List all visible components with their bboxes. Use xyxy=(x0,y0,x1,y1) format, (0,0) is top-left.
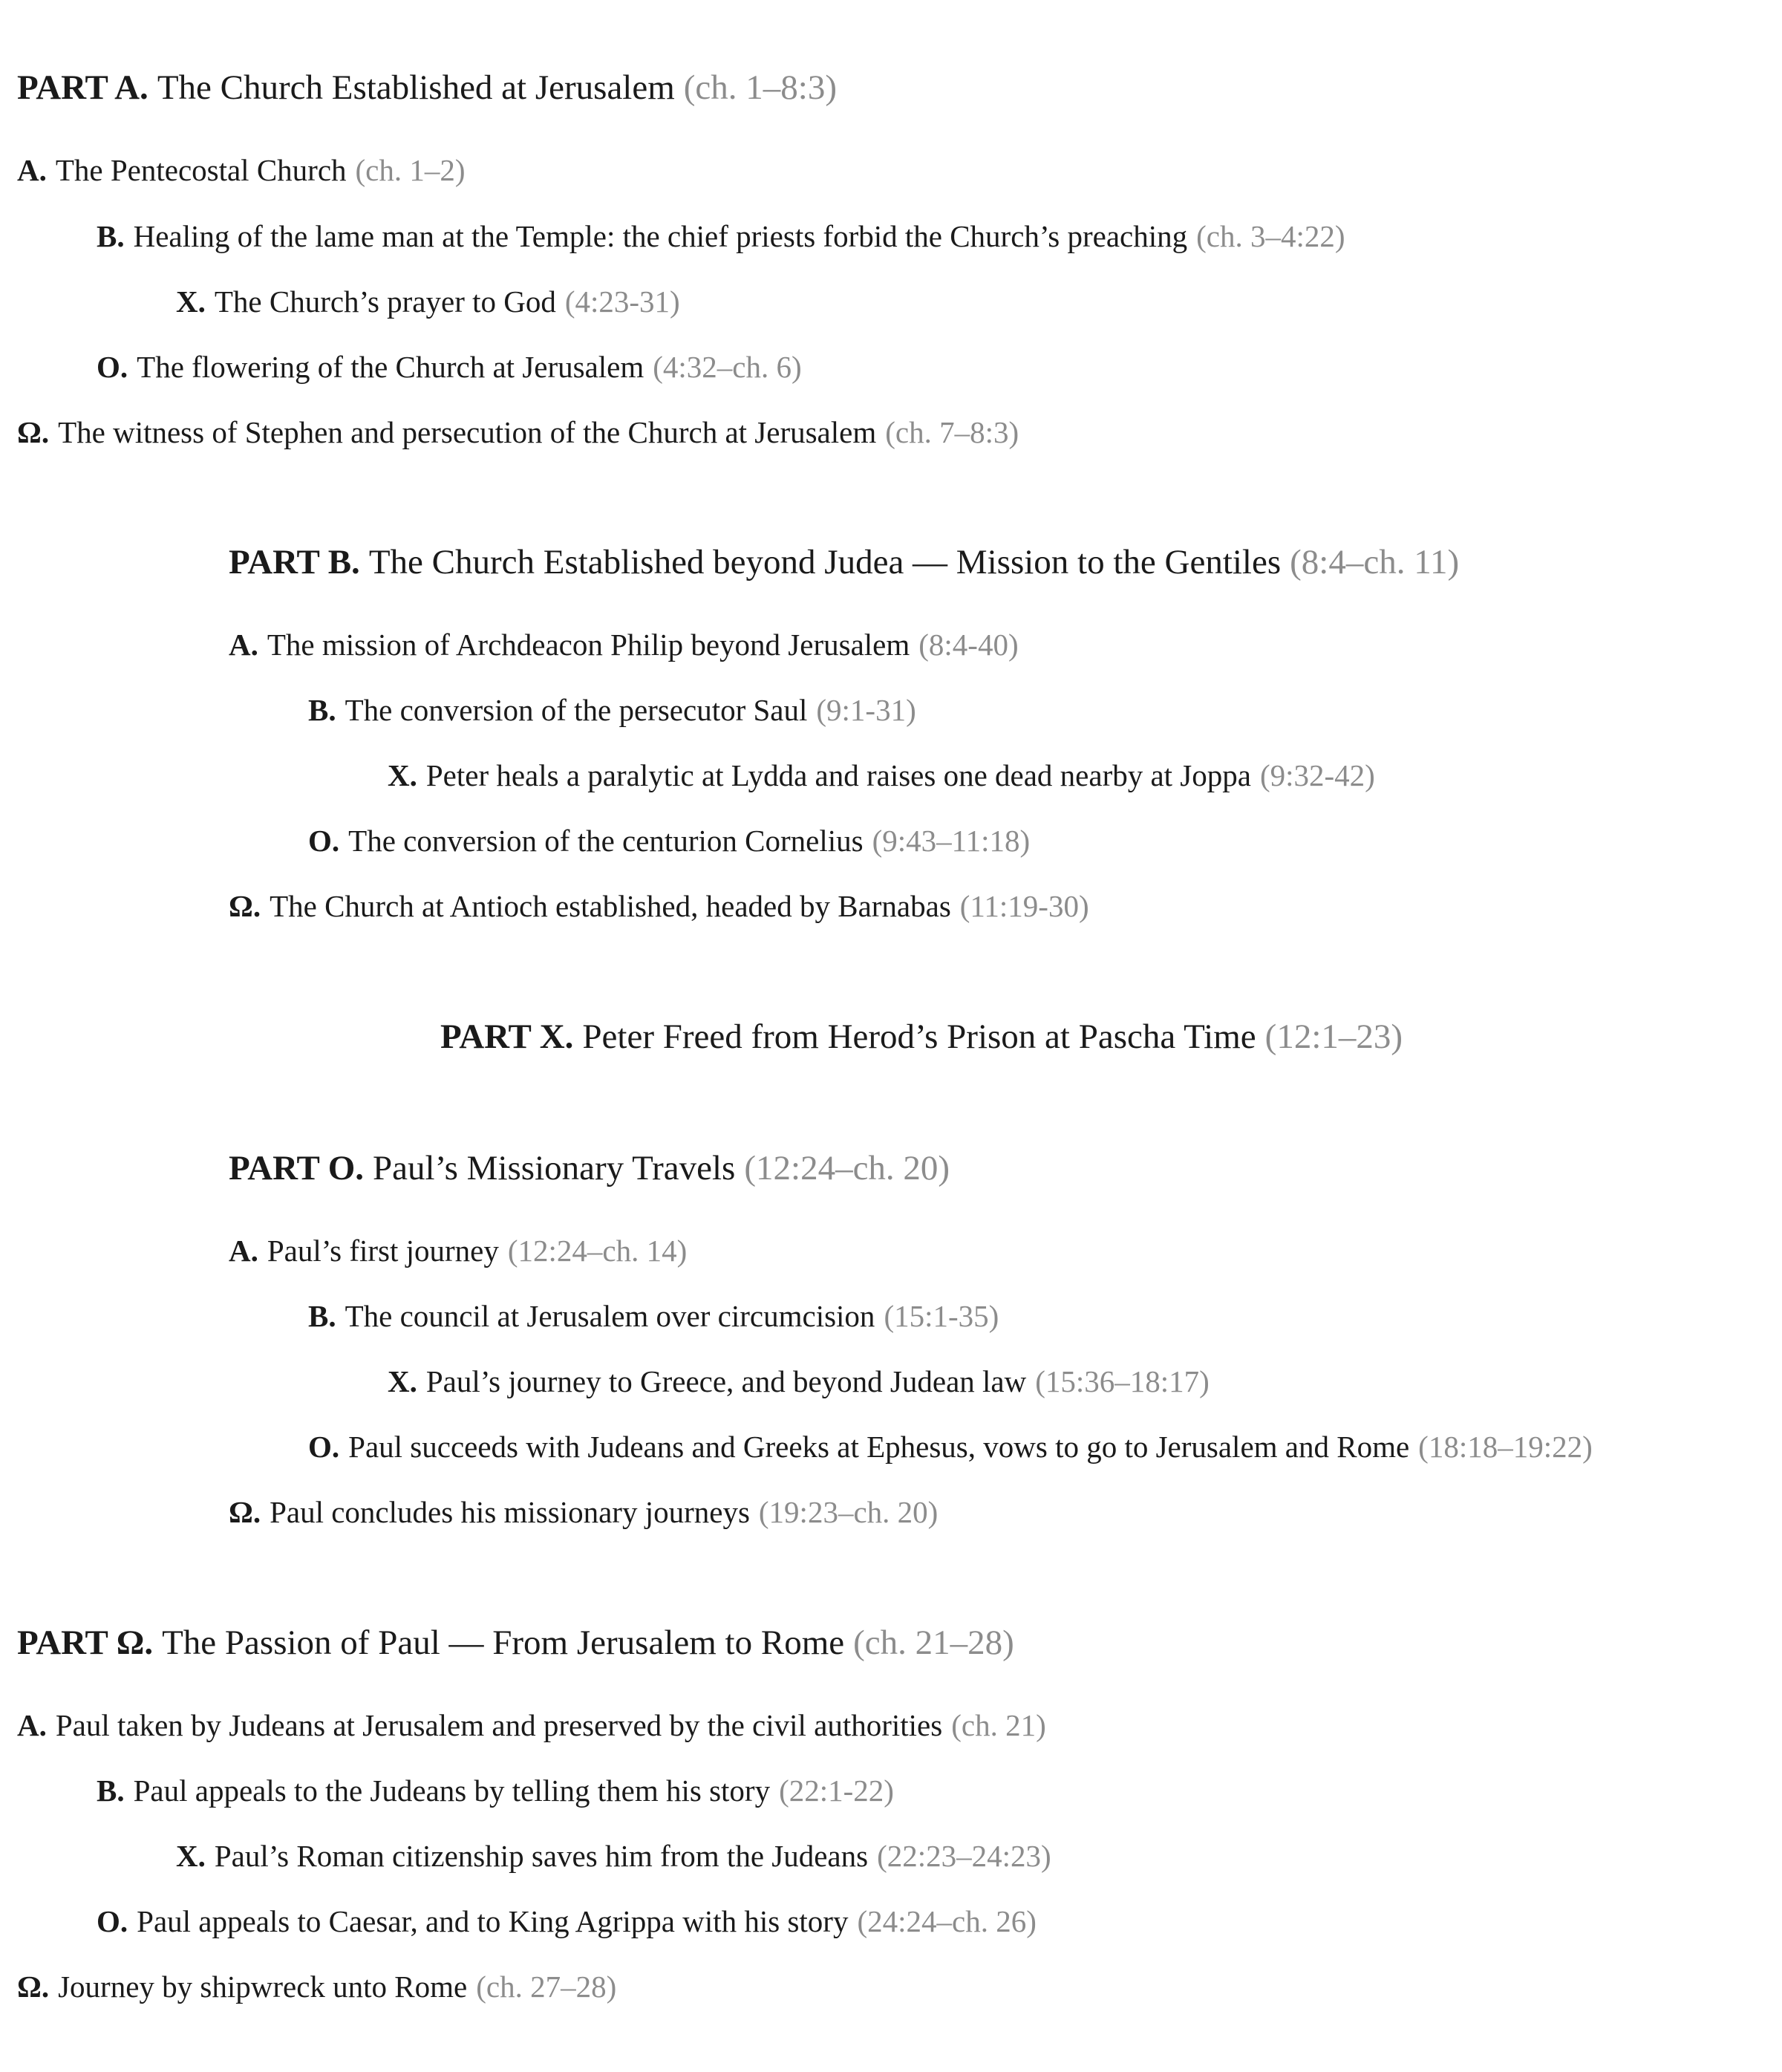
outline-item xyxy=(308,1427,1593,1466)
part-o-heading xyxy=(229,1146,950,1190)
item-label: Ω. xyxy=(17,1970,50,2004)
item-label: Ω. xyxy=(229,1495,261,1529)
outline-item xyxy=(229,887,1089,925)
part-title: The Passion of Paul — From Jerusalem to Rome xyxy=(162,1623,845,1662)
part-reference: (12:1–23) xyxy=(1264,1017,1403,1056)
item-reference: (12:24–ch. 14) xyxy=(507,1234,688,1268)
item-text: The Pentecostal Church xyxy=(55,153,347,187)
outline-item xyxy=(97,1902,1037,1941)
outline-item xyxy=(17,1967,616,2006)
item-label: A. xyxy=(229,1234,258,1268)
part-omega-heading xyxy=(17,1620,1014,1665)
item-label: O. xyxy=(308,824,340,858)
item-text: The council at Jerusalem over circumcision xyxy=(345,1299,875,1333)
item-text: Paul succeeds with Judeans and Greeks at Ephesus, vows to go to Jerusalem and Rome xyxy=(348,1430,1410,1464)
item-text: Paul concludes his missionary journeys xyxy=(270,1495,750,1529)
part-reference: (ch. 21–28) xyxy=(853,1623,1014,1662)
item-reference: (22:23–24:23) xyxy=(877,1839,1051,1873)
item-reference: (4:23-31) xyxy=(564,284,680,319)
item-label: B. xyxy=(97,1773,125,1808)
item-text: Paul’s Roman citizenship saves him from the Judeans xyxy=(214,1839,869,1873)
outline-item xyxy=(97,348,802,386)
item-label: X. xyxy=(176,1839,206,1873)
item-reference: (11:19-30) xyxy=(959,889,1089,923)
part-title: Peter Freed from Herod’s Prison at Pascha Time xyxy=(582,1017,1256,1056)
item-text: Paul taken by Judeans at Jerusalem and preserved by the civil authorities xyxy=(55,1708,943,1742)
item-label: O. xyxy=(308,1430,340,1464)
item-label: Ω. xyxy=(229,889,261,923)
item-label: B. xyxy=(308,1299,336,1333)
item-reference: (ch. 21) xyxy=(951,1708,1046,1742)
outline-item xyxy=(176,1837,1051,1875)
part-title: Paul’s Missionary Travels xyxy=(373,1149,736,1188)
item-reference: (9:32-42) xyxy=(1259,758,1375,792)
outline-item xyxy=(229,1493,938,1531)
item-reference: (9:43–11:18) xyxy=(872,824,1031,858)
item-text: The conversion of the persecutor Saul xyxy=(345,693,808,727)
item-text: Peter heals a paralytic at Lydda and raises one dead nearby at Joppa xyxy=(425,758,1251,792)
part-a-heading xyxy=(17,65,837,110)
part-reference: (12:24–ch. 20) xyxy=(744,1149,950,1188)
part-label: PART A. xyxy=(17,68,148,107)
item-label: Ω. xyxy=(17,415,50,449)
item-text: The conversion of the centurion Cornelius xyxy=(348,824,864,858)
outline-item xyxy=(308,821,1030,860)
item-text: The mission of Archdeacon Philip beyond Jerusalem xyxy=(267,628,910,662)
item-text: The witness of Stephen and persecution of the Church at Jerusalem xyxy=(58,415,877,449)
item-text: The Church’s prayer to God xyxy=(214,284,556,319)
item-text: Journey by shipwreck unto Rome xyxy=(58,1970,468,2004)
item-text: The flowering of the Church at Jerusalem xyxy=(137,350,644,384)
item-text: Paul appeals to Caesar, and to King Agrippa with his story xyxy=(137,1904,849,1938)
item-label: B. xyxy=(308,693,336,727)
outline-item xyxy=(388,1362,1210,1401)
part-label: PART O. xyxy=(229,1149,365,1188)
part-x-heading xyxy=(440,1014,1403,1059)
outline-item xyxy=(388,756,1375,795)
item-reference: (18:18–19:22) xyxy=(1418,1430,1593,1464)
item-reference: (24:24–ch. 26) xyxy=(857,1904,1037,1938)
part-title: The Church Established beyond Judea — Mission to the Gentiles xyxy=(368,543,1282,581)
outline-item xyxy=(97,217,1345,255)
part-label: PART Ω. xyxy=(17,1623,154,1662)
item-label: A. xyxy=(229,628,258,662)
outline-item xyxy=(97,1771,894,1810)
item-reference: (22:1-22) xyxy=(779,1773,894,1808)
item-text: Paul’s journey to Greece, and beyond Judean law xyxy=(425,1364,1027,1398)
item-label: X. xyxy=(388,758,417,792)
part-label: PART X. xyxy=(440,1017,574,1056)
outline-item xyxy=(308,1297,999,1335)
item-reference: (8:4-40) xyxy=(918,628,1019,662)
outline-item xyxy=(229,625,1019,664)
part-reference: (8:4–ch. 11) xyxy=(1290,543,1460,581)
item-reference: (ch. 1–2) xyxy=(355,153,466,187)
item-reference: (9:1-31) xyxy=(816,693,916,727)
item-label: X. xyxy=(388,1364,417,1398)
outline-item xyxy=(308,691,916,729)
item-reference: (ch. 7–8:3) xyxy=(885,415,1019,449)
item-reference: (ch. 27–28) xyxy=(476,1970,617,2004)
item-label: X. xyxy=(176,284,206,319)
item-reference: (15:1-35) xyxy=(884,1299,999,1333)
part-label: PART B. xyxy=(229,543,360,581)
outline-item xyxy=(229,1231,687,1270)
item-text: The Church at Antioch established, headed by Barnabas xyxy=(270,889,951,923)
part-reference: (ch. 1–8:3) xyxy=(683,68,838,107)
item-text: Paul’s first journey xyxy=(267,1234,499,1268)
outline-item xyxy=(17,1706,1046,1744)
outline-item xyxy=(176,282,680,321)
item-label: A. xyxy=(17,153,47,187)
item-reference: (19:23–ch. 20) xyxy=(758,1495,939,1529)
item-text: Paul appeals to the Judeans by telling them his story xyxy=(133,1773,771,1808)
outline-item xyxy=(17,413,1019,452)
item-label: A. xyxy=(17,1708,47,1742)
item-reference: (15:36–18:17) xyxy=(1035,1364,1210,1398)
part-title: The Church Established at Jerusalem xyxy=(157,68,675,107)
outline-item xyxy=(17,151,466,189)
part-b-heading xyxy=(229,540,1459,584)
item-reference: (4:32–ch. 6) xyxy=(653,350,802,384)
item-reference: (ch. 3–4:22) xyxy=(1196,219,1345,253)
item-label: O. xyxy=(97,1904,128,1938)
item-text: Healing of the lame man at the Temple: the chief priests forbid the Church’s preaching xyxy=(133,219,1188,253)
item-label: O. xyxy=(97,350,128,384)
item-label: B. xyxy=(97,219,125,253)
